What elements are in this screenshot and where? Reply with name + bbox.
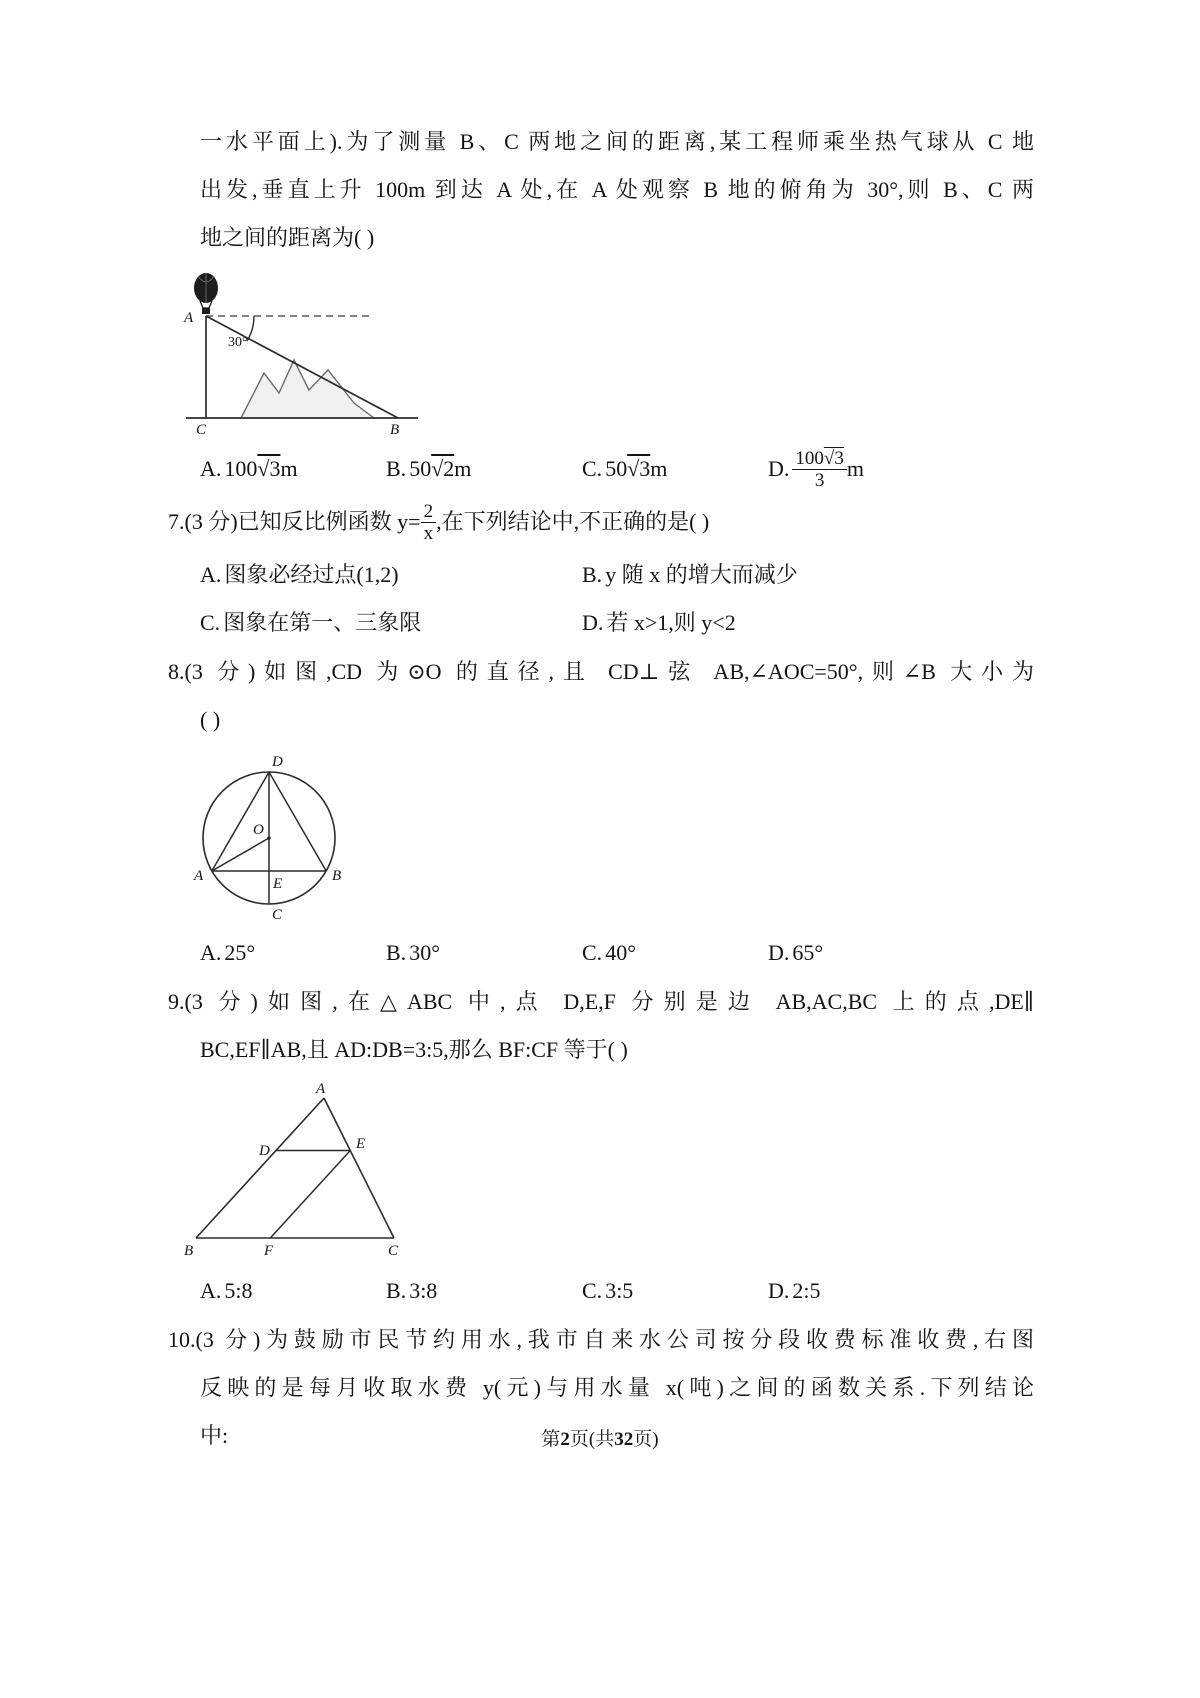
label-C: C: [272, 907, 283, 922]
hot-air-balloon-icon: [194, 273, 218, 314]
question7-stem: [168, 494, 1034, 550]
option-6a-pre: 100: [224, 456, 258, 481]
label-C: C: [388, 1243, 399, 1259]
footer-mid: 页(共: [569, 1429, 615, 1450]
question6-text-line3: 地之间的距离为( ): [200, 225, 375, 250]
option-6c-radical: √3: [627, 456, 651, 481]
page-content: [168, 0, 1034, 1460]
option-6b-pre: 50: [409, 456, 432, 481]
option-6d-unit: m: [846, 456, 864, 481]
label-B: B: [184, 1243, 194, 1259]
figure-triangle: [176, 1080, 401, 1260]
option-6d-numerator: [792, 448, 846, 469]
option-8b-text: 30°: [409, 940, 440, 965]
option-9d-label: D.: [768, 1278, 790, 1303]
label-O: O: [253, 822, 264, 838]
label-C: C: [196, 422, 207, 438]
option-9a-text: 5:8: [224, 1278, 253, 1303]
option-6a-unit: m: [280, 456, 298, 481]
option-6b: [386, 446, 582, 492]
question7-fraction: [421, 501, 437, 545]
option-7b-label: B.: [582, 562, 603, 587]
option-6d-num-pre: 100: [795, 448, 824, 470]
option-7a: [200, 552, 582, 598]
option-8a: [200, 930, 386, 976]
option-9b: [386, 1268, 582, 1314]
question10-stem-line3: 中:: [200, 1423, 229, 1448]
option-6d: [768, 446, 1034, 492]
footer-pre: 第: [541, 1429, 561, 1450]
option-8c: [582, 930, 768, 976]
option-9c-text: 3:5: [605, 1278, 634, 1303]
option-9d: [768, 1268, 1034, 1314]
option-8b-label: B.: [386, 940, 407, 965]
question9-stem-line2: BC,EF∥AB,且 AD:DB=3:5,那么 BF:CF 等于( ): [200, 1037, 628, 1062]
radius-OA: [212, 838, 269, 871]
side-AB: [196, 1098, 324, 1238]
option-7a-text: 图象必经过点(1,2): [224, 562, 399, 587]
option-6d-fraction: [792, 448, 846, 492]
option-7c-label: C.: [200, 610, 221, 635]
question7-options-row2: [168, 600, 1034, 646]
label-B: B: [390, 422, 400, 438]
option-9a: [200, 1268, 386, 1314]
label-D: D: [272, 754, 283, 770]
question9-options: [168, 1268, 1034, 1314]
question8-stem-line2: ( ): [200, 707, 221, 732]
option-7b-text: y 随 x 的增大而减少: [605, 562, 798, 587]
question8-options: [168, 930, 1034, 976]
question8-stem-line1: 8.(3 分)如图,CD 为⊙O 的直径,且 CD⊥弦 AB,∠AOC=50°,则∠B 大小为: [168, 659, 1034, 684]
label-F: F: [264, 1243, 274, 1259]
label-E: E: [273, 876, 283, 892]
option-8a-text: 25°: [224, 940, 256, 965]
option-7d-text: 若 x>1,则 y<2: [606, 610, 736, 635]
question10-stem-line2: 反映的是每月收取水费 y(元)与用水量 x(吨)之间的函数关系.下列结论: [200, 1375, 1034, 1400]
option-6c-unit: m: [650, 456, 668, 481]
option-6d-label: D.: [768, 456, 790, 481]
footer-post: 页): [633, 1429, 659, 1450]
segment-EF: [270, 1151, 350, 1239]
angle-arc: [247, 316, 254, 341]
option-6a-label: A.: [200, 456, 222, 481]
segment-DB: [269, 772, 326, 871]
option-9a-label: A.: [200, 1278, 222, 1303]
option-6b-radical: √2: [431, 456, 455, 481]
option-6b-label: B.: [386, 456, 407, 481]
question6-text-line1: 一水平面上).为了测量 B、C 两地之间的距离,某工程师乘坐热气球从 C 地: [200, 129, 1034, 154]
label-A: A: [194, 868, 204, 884]
option-7d-label: D.: [582, 610, 604, 635]
footer-page-number: 2: [560, 1429, 570, 1450]
option-8d: [768, 930, 1034, 976]
label-30deg: 30°: [228, 335, 248, 350]
option-8a-label: A.: [200, 940, 222, 965]
option-6a: [200, 446, 386, 492]
center-point: [267, 836, 271, 840]
option-8d-label: D.: [768, 940, 790, 965]
question7-options-row1: [168, 552, 1034, 598]
label-B: B: [332, 868, 342, 884]
mountains-shape: [241, 360, 374, 418]
option-8c-label: C.: [582, 940, 603, 965]
figure-circle: [176, 750, 361, 922]
option-6a-radical: √3: [257, 456, 281, 481]
option-6c-pre: 50: [605, 456, 628, 481]
option-8c-text: 40°: [605, 940, 636, 965]
question6-options: [168, 446, 1034, 492]
question7-stem-post: ,在下列结论中,不正确的是( ): [436, 509, 710, 534]
question10-stem-line1: 10.(3 分)为鼓励市民节约用水,我市自来水公司按分段收费标准收费,右图: [168, 1327, 1034, 1352]
label-A: A: [184, 310, 194, 326]
option-6d-denominator: 3: [792, 469, 846, 491]
question7-frac-den: x: [421, 522, 437, 544]
option-8d-text: 65°: [792, 940, 824, 965]
figure-balloon-triangle: [176, 268, 431, 438]
option-7c: [200, 600, 582, 646]
option-9c-label: C.: [582, 1278, 603, 1303]
option-6d-num-radical: √3: [823, 448, 844, 470]
option-7b: [582, 552, 1034, 598]
option-7a-label: A.: [200, 562, 222, 587]
question9-stem-line1: 9.(3 分)如图,在△ABC 中,点 D,E,F 分别是边 AB,AC,BC 上的点,DE∥: [168, 989, 1034, 1014]
label-E: E: [356, 1136, 366, 1152]
footer-total-pages: 32: [614, 1429, 634, 1450]
page-footer: [0, 1424, 1200, 1451]
option-9c: [582, 1268, 768, 1314]
option-8b: [386, 930, 582, 976]
option-7c-text: 图象在第一、三象限: [223, 610, 422, 635]
option-6c-label: C.: [582, 456, 603, 481]
label-D: D: [259, 1143, 270, 1159]
option-9d-text: 2:5: [792, 1278, 821, 1303]
question7-frac-num: 2: [423, 501, 434, 523]
option-6b-unit: m: [454, 456, 472, 481]
option-6c: [582, 446, 768, 492]
option-9b-label: B.: [386, 1278, 407, 1303]
question7-stem-pre: 7.(3 分)已知反比例函数 y=: [168, 509, 421, 534]
question6-text-line2: 出发,垂直上升 100m 到达 A 处,在 A 处观察 B 地的俯角为 30°,则 B、C 两: [200, 177, 1034, 202]
option-9b-text: 3:8: [409, 1278, 438, 1303]
label-A: A: [316, 1081, 326, 1097]
option-7d: [582, 600, 1034, 646]
